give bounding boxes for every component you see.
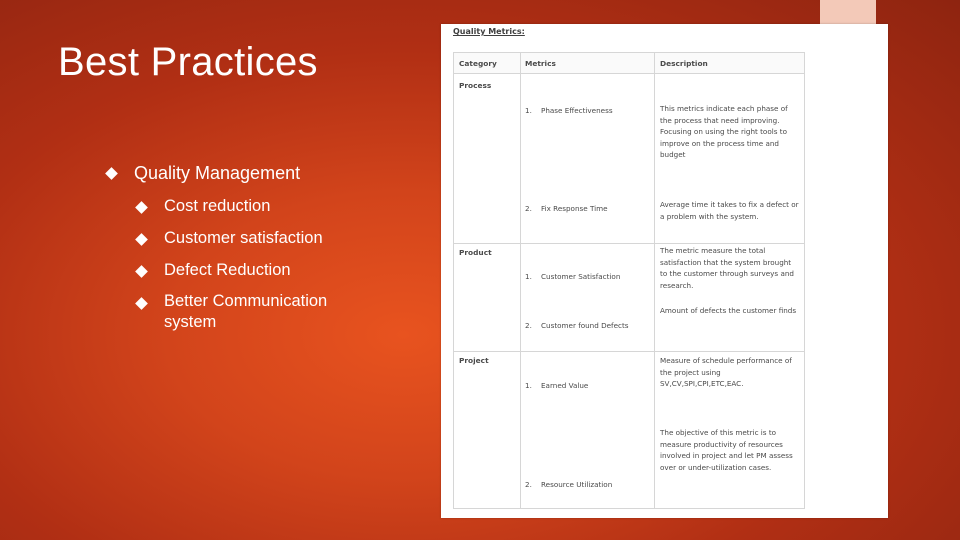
bullet-text: Customer satisfaction	[164, 229, 323, 247]
quality-metrics-image	[441, 24, 888, 518]
header-description: Description	[660, 59, 708, 68]
bullet-text: Defect Reduction	[164, 261, 291, 279]
slide-title: Best Practices	[58, 40, 318, 84]
bullet-item-cost-reduction	[137, 197, 270, 216]
bullet-item-defect-reduction	[137, 261, 291, 280]
diamond-bullet-icon	[135, 265, 148, 278]
header-metrics: Metrics	[525, 59, 556, 68]
category-product: Product	[459, 248, 492, 257]
category-process: Process	[459, 81, 492, 90]
table-heading: Quality Metrics:	[453, 27, 525, 36]
category-project: Project	[459, 356, 489, 365]
header-category: Category	[459, 59, 497, 68]
corner-tab	[820, 0, 876, 26]
metric-description: This metrics indicate each phase of the process that need improving. Focusing on using the right tools to improve on the process time and budget	[660, 104, 788, 159]
diamond-bullet-icon	[105, 167, 118, 180]
metric-description: The metric measure the total satisfaction that the system brought to the customer through surveys and research.	[660, 246, 794, 290]
bullet-item-better-communication	[137, 293, 347, 333]
table-row: 2. Resource Utilization	[525, 480, 613, 489]
diamond-bullet-icon	[135, 201, 148, 214]
metric-description: The objective of this metric is to measure productivity of resources involved in project and let PM assess over or under-utilization cases.	[660, 428, 793, 472]
diamond-bullet-icon	[135, 233, 148, 246]
metric-description: Measure of schedule performance of the project using SV,CV,SPI,CPI,ETC,EAC.	[660, 356, 792, 388]
table-row: 1. Earned Value	[525, 381, 589, 390]
diamond-bullet-icon	[135, 297, 148, 310]
bullet-text: Cost reduction	[164, 197, 271, 215]
bullet-text: Quality Management	[134, 163, 301, 183]
bullet-text: Better Communication system	[164, 292, 328, 331]
table-row: 1. Customer Satisfaction	[525, 272, 621, 281]
metric-description: Average time it takes to fix a defect or a problem with the system.	[660, 200, 799, 221]
bullet-item-customer-satisfaction	[137, 229, 323, 248]
table-row: 2. Customer found Defects	[525, 321, 629, 330]
table-row: 2. Fix Response Time	[525, 204, 608, 213]
metrics-table	[453, 52, 805, 509]
metric-description: Amount of defects the customer finds	[660, 306, 797, 315]
table-row: 1. Phase Effectiveness	[525, 106, 613, 115]
bullet-item-quality-management	[107, 163, 300, 184]
